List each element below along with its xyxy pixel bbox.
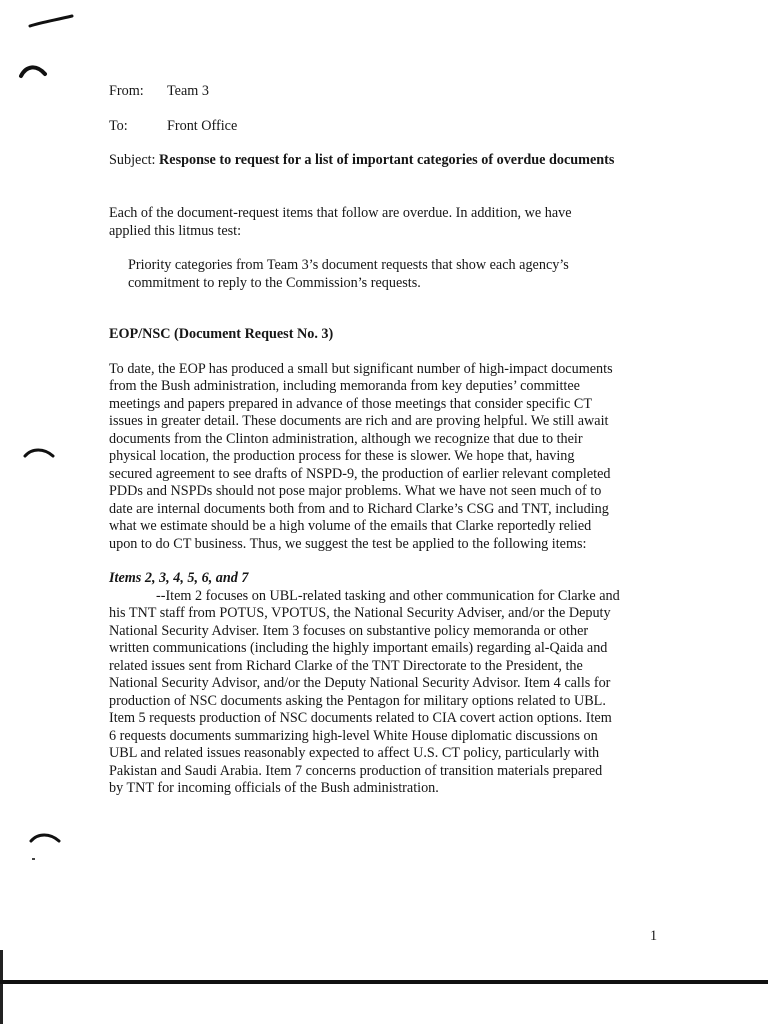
body-line-9: date are internal documents both from and to Richard Clarke’s CSG and TNT, including xyxy=(109,501,609,517)
scan-bottom-border xyxy=(0,980,768,984)
items-line-6: National Security Advisor, and/or the Deputy National Security Advisor. Item 4 calls for xyxy=(109,675,611,691)
from-label: From: xyxy=(109,83,144,99)
body-line-11: upon to do CT business. Thus, we suggest the test be applied to the following items: xyxy=(109,536,587,552)
to-label: To: xyxy=(109,118,128,134)
litmus-line-1: Priority categories from Team 3’s document requests that show each agency’s xyxy=(128,257,569,273)
to-row xyxy=(109,117,669,135)
intro-line-1: Each of the document-request items that follow are overdue. In addition, we have xyxy=(109,205,572,221)
section-heading: EOP/NSC (Document Request No. 3) xyxy=(109,326,334,342)
items-line-7: production of NSC documents asking the Pentagon for military options related to UBL. xyxy=(109,693,606,709)
page-number: 1 xyxy=(650,928,658,944)
body-line-6: physical location, the production process for these is slower. We hope that, having xyxy=(109,448,575,464)
body-line-3: meetings and papers prepared in advance of those meetings that consider specific CT xyxy=(109,396,592,412)
scan-left-edge xyxy=(0,950,3,1024)
subject-row xyxy=(109,151,669,169)
body-line-5: documents from the Clinton administration, although we recognize that due to their xyxy=(109,431,583,447)
items-line-5: related issues sent from Richard Clarke of the TNT Directorate to the President, the xyxy=(109,658,583,674)
body-line-10: what we estimate should be a high volume of the emails that Clarke reportedly relied xyxy=(109,518,592,534)
items-heading: Items 2, 3, 4, 5, 6, and 7 xyxy=(109,570,249,586)
punch-mark-3 xyxy=(28,828,62,848)
subject-label: Subject: xyxy=(109,152,156,168)
items-line-10: UBL and related issues reasonably expected to affect U.S. CT policy, particularly with xyxy=(109,745,600,761)
body-line-1: To date, the EOP has produced a small but significant number of high-impact documents xyxy=(109,361,613,377)
body-line-4: issues in greater detail. These documents are rich and are proving helpful. We still await xyxy=(109,413,609,429)
litmus-line-2: commitment to reply to the Commission’s requests. xyxy=(128,275,421,291)
subject-value: Response to request for a list of important categories of overdue documents xyxy=(159,152,615,168)
from-row xyxy=(109,82,669,100)
body-line-2: from the Bush administration, including memoranda from key deputies’ committee xyxy=(109,378,580,394)
items-line-1: --Item 2 focuses on UBL-related tasking and other communication for Clarke and xyxy=(156,588,620,604)
items-line-4: written communications (including the highly important emails) regarding al-Qaida and xyxy=(109,640,608,656)
speck-mark xyxy=(32,858,35,860)
items-line-2: his TNT staff from POTUS, VPOTUS, the National Security Adviser, and/or the Deputy xyxy=(109,605,611,621)
to-value: Front Office xyxy=(167,118,238,134)
intro-line-2: applied this litmus test: xyxy=(109,223,242,239)
punch-mark-1 xyxy=(18,58,48,84)
body-line-8: PDDs and NSPDs should not pose major problems. What we have not seen much of to xyxy=(109,483,602,499)
scan-mark-top xyxy=(28,12,76,32)
items-line-12: by TNT for incoming officials of the Bush administration. xyxy=(109,780,439,796)
items-line-3: National Security Adviser. Item 3 focuses on substantive policy memoranda or other xyxy=(109,623,589,639)
items-line-9: 6 requests documents summarizing high-level White House diplomatic discussions on xyxy=(109,728,598,744)
from-value: Team 3 xyxy=(167,83,209,99)
body-line-7: secured agreement to see drafts of NSPD-9, the production of earlier relevant completed xyxy=(109,466,611,482)
punch-mark-2 xyxy=(22,444,56,464)
items-line-11: Pakistan and Saudi Arabia. Item 7 concerns production of transition materials prepared xyxy=(109,763,603,779)
items-line-8: Item 5 requests production of NSC documents related to CIA covert action options. Item xyxy=(109,710,612,726)
